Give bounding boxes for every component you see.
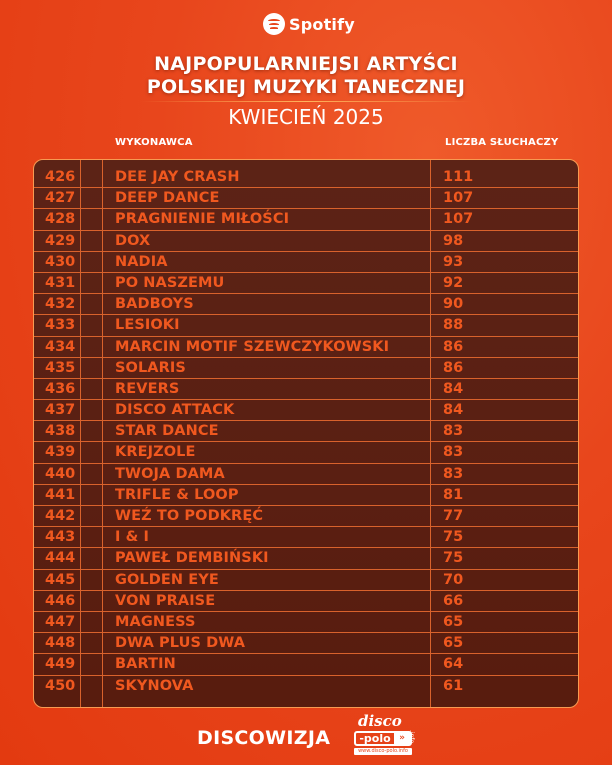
table-row [34,294,578,315]
table-row [34,654,578,675]
table-row [34,167,578,188]
rank-cell: 428 [45,211,76,228]
rank-cell: 430 [45,253,76,270]
table-row [34,209,578,230]
table-row [34,485,578,506]
table-row [34,633,578,654]
listeners-cell: 83 [443,423,464,440]
rank-cell: 441 [45,486,76,503]
artist-cell: PRAGNIENIE MIŁOŚCI [115,211,290,228]
artist-cell: PAWEŁ DEMBIŃSKI [115,550,269,567]
disco-polo-logo-box [354,731,412,746]
rank-cell: 433 [45,317,76,334]
rank-cell: 449 [45,656,76,673]
listeners-cell: 90 [443,296,464,313]
disco-polo-url: www.disco-polo.info [354,748,412,755]
artist-cell: MAGNESS [115,613,196,630]
rank-cell: 431 [45,274,76,291]
column-header-artist: WYKONAWCA [115,137,193,148]
rank-cell: 442 [45,508,76,524]
table-row [34,421,578,442]
table-row [34,358,578,379]
table-row [34,252,578,273]
listeners-cell: 83 [443,465,464,482]
listeners-cell: 84 [443,402,464,419]
rank-cell: 438 [45,423,76,440]
listeners-cell: 64 [443,656,464,673]
period-subtitle: KWIECIEŃ 2025 [228,105,384,129]
table-row [34,337,578,358]
table-row [34,188,578,209]
listeners-cell: 75 [443,529,464,546]
listeners-cell: 77 [443,508,464,524]
table-row [34,591,578,612]
discowizja-logo: DISCOWIZJA [197,727,331,749]
rank-cell: 439 [45,444,76,461]
listeners-cell: 83 [443,444,464,461]
listeners-cell: 65 [443,613,464,630]
rank-cell: 436 [45,380,76,397]
artist-cell: BARTIN [115,656,176,673]
artist-cell: DISCO ATTACK [115,402,235,419]
rank-cell: 450 [45,677,76,694]
listeners-cell: 65 [443,635,464,652]
fast-forward-icon: » [394,733,410,744]
rank-cell: 435 [45,359,76,376]
table-row [34,548,578,569]
disco-polo-logo-middle: -polo [359,732,391,745]
artist-cell: GOLDEN EYE [115,571,219,588]
artist-cell: DEEP DANCE [115,190,220,207]
artist-cell: KREJZOLE [115,444,196,461]
rank-cell: 443 [45,529,76,546]
listeners-cell: 86 [443,338,464,355]
artist-cell: DEE JAY CRASH [115,169,240,185]
listeners-cell: 61 [443,677,464,694]
artist-cell: NADIA [115,253,168,270]
artist-cell: DWA PLUS DWA [115,635,246,652]
artist-cell: BADBOYS [115,296,194,313]
artist-cell: TWOJA DAMA [115,465,225,482]
listeners-cell: 111 [443,169,474,185]
listeners-cell: 92 [443,274,464,291]
listeners-cell: 81 [443,486,464,503]
table-row [34,570,578,591]
listeners-cell: 84 [443,380,464,397]
listeners-cell: 86 [443,359,464,376]
disco-polo-logo-side: .info [408,730,415,744]
spotify-brand [263,13,355,35]
table-row [34,506,578,527]
disco-polo-logo-top: disco [358,712,402,730]
rank-cell: 434 [45,338,76,355]
listeners-cell: 70 [443,571,464,588]
table-row [34,379,578,400]
listeners-cell: 88 [443,317,464,334]
table-row [34,612,578,633]
rank-cell: 446 [45,592,76,609]
artist-cell: LESIOKI [115,317,180,334]
rank-cell: 447 [45,613,76,630]
listeners-cell: 66 [443,592,464,609]
rank-cell: 437 [45,402,76,419]
artist-cell: I & I [115,529,150,546]
table-row [34,231,578,252]
artist-cell: VON PRAISE [115,592,216,609]
table-row [34,315,578,336]
table-body [34,167,578,697]
page-title-line-1: NAJPOPULARNIEJSI ARTYŚCI [154,53,458,75]
listeners-cell: 93 [443,253,464,270]
artist-cell: MARCIN MOTIF SZEWCZYKOWSKI [115,338,390,355]
table-row [34,442,578,463]
listeners-cell: 98 [443,232,464,249]
table-row [34,273,578,294]
column-header-listeners: LICZBA SŁUCHACZY [445,137,559,148]
table-row [34,676,578,697]
title-divider [140,101,472,102]
rank-cell: 444 [45,550,76,567]
ranking-table [33,159,579,708]
rank-cell: 429 [45,232,76,249]
disco-polo-logo [352,712,424,760]
table-row [34,527,578,548]
rank-cell: 445 [45,571,76,588]
artist-cell: WEŹ TO PODKRĘĆ [115,508,264,524]
table-row [34,464,578,485]
rank-cell: 432 [45,296,76,313]
listeners-cell: 107 [443,190,474,207]
listeners-cell: 75 [443,550,464,567]
listeners-cell: 107 [443,211,474,228]
rank-cell: 427 [45,190,76,207]
artist-cell: DOX [115,232,151,249]
rank-cell: 448 [45,635,76,652]
artist-cell: PO NASZEMU [115,274,225,291]
page-title-line-2: POLSKIEJ MUZYKI TANECZNEJ [146,76,466,98]
artist-cell: SOLARIS [115,359,186,376]
artist-cell: TRIFLE & LOOP [115,486,239,503]
spotify-logo-icon [263,13,285,35]
rank-cell: 440 [45,465,76,482]
artist-cell: REVERS [115,380,180,397]
table-row [34,400,578,421]
artist-cell: STAR DANCE [115,423,219,440]
artist-cell: SKYNOVA [115,677,194,694]
spotify-name: Spotify [289,14,355,34]
rank-cell: 426 [45,169,76,185]
